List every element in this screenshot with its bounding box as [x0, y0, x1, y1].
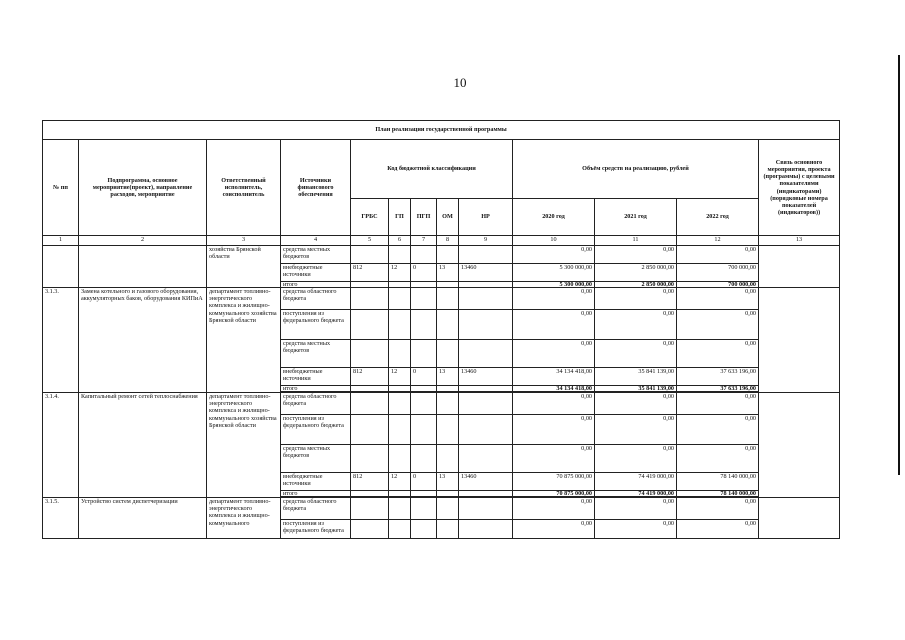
- value-cell: 0,00: [595, 393, 677, 415]
- value-cell: 0,00: [677, 415, 759, 445]
- value-cell: 0,00: [677, 246, 759, 264]
- code-gp: 12: [389, 368, 411, 386]
- column-index: 12: [677, 236, 759, 246]
- responsible-cell: хозяйства Брянской области: [207, 246, 281, 288]
- source-label: средства областного бюджета: [281, 393, 351, 415]
- column-index: 11: [595, 236, 677, 246]
- value-cell: 0,00: [595, 498, 677, 520]
- value-cell: 0,00: [677, 445, 759, 473]
- code-grbs: 812: [351, 473, 389, 491]
- value-cell: 74 419 000,00: [595, 473, 677, 491]
- link-cell: [759, 498, 840, 539]
- value-cell: 0,00: [513, 415, 595, 445]
- scan-edge-mark: [898, 55, 900, 475]
- column-index: 2: [79, 236, 207, 246]
- total-cell: 70 875 000,00: [513, 491, 595, 497]
- value-cell: 0,00: [677, 340, 759, 368]
- total-cell: 78 140 000,00: [677, 491, 759, 497]
- source-label: внебюджетные источники: [281, 368, 351, 386]
- source-label: поступления из федерального бюджета: [281, 310, 351, 340]
- column-index: 3: [207, 236, 281, 246]
- source-label: поступления из федерального бюджета: [281, 520, 351, 539]
- source-label: итого: [281, 386, 351, 392]
- header-pgp: ПГП: [411, 199, 437, 236]
- source-label: итого: [281, 491, 351, 497]
- value-cell: 0,00: [595, 445, 677, 473]
- header-om: ОМ: [437, 199, 459, 236]
- column-index: 1: [43, 236, 79, 246]
- value-cell: 0,00: [595, 288, 677, 310]
- total-cell: 5 300 000,00: [513, 282, 595, 288]
- responsible-cell: департамент топливно-энергетического комплекса и жилищно-коммунального хозяйства Брянской области: [207, 288, 281, 393]
- header-sources: Источники финансового обеспечения: [281, 140, 351, 236]
- responsible-cell: департамент топливно-энергетического комплекса и жилищно-коммунального хозяйства Брянской области: [207, 393, 281, 498]
- source-label: средства областного бюджета: [281, 288, 351, 310]
- page-number: 10: [453, 75, 467, 90]
- code-np: 13460: [459, 368, 513, 386]
- measure-name: Устройство систем диспетчеризации: [79, 498, 207, 539]
- value-cell: 0,00: [677, 498, 759, 520]
- value-cell: 0,00: [677, 288, 759, 310]
- header-np: НР: [459, 199, 513, 236]
- table-row: [43, 498, 840, 520]
- column-index: 10: [513, 236, 595, 246]
- value-cell: 0,00: [677, 393, 759, 415]
- source-label: поступления из федерального бюджета: [281, 415, 351, 445]
- value-cell: 0,00: [513, 445, 595, 473]
- code-grbs: 812: [351, 368, 389, 386]
- value-cell: 0,00: [595, 415, 677, 445]
- header-volume: Объём средств на реализацию, рублей: [513, 140, 759, 199]
- table-title: План реализации государственной программы: [43, 121, 840, 140]
- column-index: 5: [351, 236, 389, 246]
- source-label: итого: [281, 282, 351, 288]
- link-cell: [759, 393, 840, 498]
- source-label: средства местных бюджетов: [281, 340, 351, 368]
- code-om: 13: [437, 473, 459, 491]
- value-cell: 0,00: [513, 393, 595, 415]
- value-cell: 0,00: [513, 288, 595, 310]
- value-cell: 78 140 000,00: [677, 473, 759, 491]
- column-index: 6: [389, 236, 411, 246]
- value-cell: 0,00: [595, 340, 677, 368]
- table-row: [43, 246, 840, 264]
- measure-name: Замена котельного и газового оборудования, аккумуляторных баков, оборудования КИПиА: [79, 288, 207, 393]
- total-cell: 34 134 418,00: [513, 386, 595, 392]
- header-2020: 2020 год: [513, 199, 595, 236]
- link-cell: [759, 288, 840, 393]
- column-index: 7: [411, 236, 437, 246]
- code-grbs: 812: [351, 264, 389, 282]
- header-no: № пп: [43, 140, 79, 236]
- value-cell: 0,00: [677, 310, 759, 340]
- value-cell: 37 633 196,00: [677, 368, 759, 386]
- link-cell: [759, 246, 840, 288]
- total-cell: 700 000,00: [677, 282, 759, 288]
- column-index: 9: [459, 236, 513, 246]
- table-row: [43, 393, 840, 415]
- column-index: 8: [437, 236, 459, 246]
- code-pgp: 0: [411, 368, 437, 386]
- total-cell: 74 419 000,00: [595, 491, 677, 497]
- column-index: 13: [759, 236, 840, 246]
- value-cell: 35 841 139,00: [595, 368, 677, 386]
- code-np: 13460: [459, 264, 513, 282]
- code-gp: 12: [389, 264, 411, 282]
- row-number: 3.1.4.: [43, 393, 79, 498]
- table-row: [43, 288, 840, 310]
- total-cell: 37 633 196,00: [677, 386, 759, 392]
- code-pgp: 0: [411, 264, 437, 282]
- value-cell: 70 875 000,00: [513, 473, 595, 491]
- header-responsible: Ответственный исполнитель, соисполнитель: [207, 140, 281, 236]
- value-cell: 0,00: [595, 246, 677, 264]
- value-cell: 0,00: [513, 246, 595, 264]
- source-label: средства областного бюджета: [281, 498, 351, 520]
- header-2021: 2021 год: [595, 199, 677, 236]
- code-om: 13: [437, 264, 459, 282]
- column-index: 4: [281, 236, 351, 246]
- row-number: [43, 246, 79, 288]
- value-cell: 700 000,00: [677, 264, 759, 282]
- value-cell: 5 300 000,00: [513, 264, 595, 282]
- row-number: 3.1.3.: [43, 288, 79, 393]
- header-2022: 2022 год: [677, 199, 759, 236]
- value-cell: 0,00: [595, 310, 677, 340]
- row-number: 3.1.5.: [43, 498, 79, 539]
- implementation-plan-table: [42, 120, 840, 539]
- value-cell: 0,00: [513, 310, 595, 340]
- source-label: средства местных бюджетов: [281, 246, 351, 264]
- code-np: 13460: [459, 473, 513, 491]
- value-cell: 0,00: [595, 520, 677, 539]
- header-subprogram: Подпрограмма, основное мероприятие(проект), направление расходов, мероприятие: [79, 140, 207, 236]
- responsible-cell: департамент топливно-энергетического комплекса и жилищно-коммунального: [207, 498, 281, 539]
- value-cell: 0,00: [677, 520, 759, 539]
- total-cell: 2 850 000,00: [595, 282, 677, 288]
- value-cell: 34 134 418,00: [513, 368, 595, 386]
- total-cell: 35 841 139,00: [595, 386, 677, 392]
- code-gp: 12: [389, 473, 411, 491]
- header-grbs: ГРБС: [351, 199, 389, 236]
- header-gp: ГП: [389, 199, 411, 236]
- code-pgp: 0: [411, 473, 437, 491]
- source-label: внебюджетные источники: [281, 264, 351, 282]
- measure-name: Капитальный ремонт сетей теплоснабжения: [79, 393, 207, 498]
- measure-name: [79, 246, 207, 288]
- value-cell: 0,00: [513, 340, 595, 368]
- source-label: средства местных бюджетов: [281, 445, 351, 473]
- value-cell: 2 850 000,00: [595, 264, 677, 282]
- header-link: Связь основного мероприятия, проекта (программы) с целевыми показателями (индикаторами) (порядковые номера показателей (индикаторов)): [759, 140, 840, 236]
- value-cell: 0,00: [513, 520, 595, 539]
- source-label: внебюджетные источники: [281, 473, 351, 491]
- value-cell: 0,00: [513, 498, 595, 520]
- code-om: 13: [437, 368, 459, 386]
- header-budget-code: Код бюджетной классификации: [351, 140, 513, 199]
